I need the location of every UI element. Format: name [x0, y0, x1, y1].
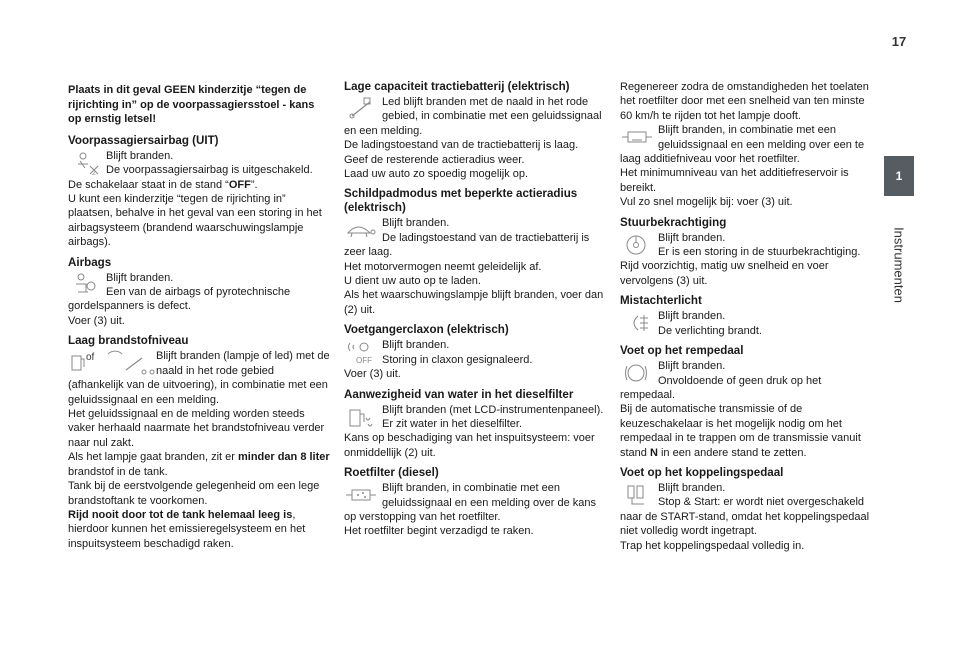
column-2 — [344, 80, 606, 545]
section-foglight: Mistachterlicht Blijft branden. De verlichting brandt. — [620, 294, 762, 337]
section-airbags: Airbags Blijft branden. Een van de airbags of pyrotechnische gordelspanners is defect. Voer (3) uit. — [68, 255, 291, 327]
water-in-fuel-icon — [344, 404, 382, 431]
section-clutch: Voet op het koppelingspedaal Blijft branden. Stop & Start: er wordt niet overgeschakeld naar de START-stand, omdat het koppelingspedaal niet volledig wordt ingetrapt. Trap het koppelingspedaal volledig in. — [620, 465, 870, 552]
airbag-icon — [68, 272, 106, 299]
svg-text:2: 2 — [92, 169, 96, 176]
section-regenerate: Regenereer zodra de omstandigheden het toelaten het roetfilter door met een snelheid van ten minste 60 km/h te rijden tot het lampje dooft. — [620, 81, 869, 122]
column-1 — [68, 80, 330, 557]
svg-text:of: of — [86, 352, 95, 364]
brake-pedal-icon — [620, 360, 658, 387]
rear-fog-light-icon — [620, 310, 658, 337]
additive-level-icon — [620, 124, 658, 151]
steering-wheel-icon — [620, 232, 658, 259]
turtle-icon — [344, 217, 382, 244]
section-steering: Stuurbekrachtiging Blijft branden. Er is een storing in de stuurbekrachtiging. Rijd voorzichtig, matig uw snelheid en voer vervolgens (3) uit. — [620, 215, 861, 287]
clutch-pedal-icon — [620, 482, 658, 509]
section-additive: Blijft branden, in combinatie met een geluidssignaal en een melding over een te laag additiefniveau voor het roetfilter. Het minimumniveau van het additiefreservoir is bereikt. Vul zo snel mogelijk bij: voer (3) uit. — [620, 124, 865, 209]
section-airbag-off: Voorpassagiersairbag (UIT) 2 Blijft branden. De voorpassagiersairbag is uitgeschakeld. De schakelaar staat in de stand “OFF”. U kunt een kinderzitje “tegen de rijrichting in” plaatsen, behalve in het geval van een storing in het airbagsysteem (brandend waarschuwingslampje airbags). — [68, 134, 330, 250]
section-particle-filter: Roetfilter (diesel) Blijft branden, in combinatie met een geluidssignaal en een melding over de kans op verstopping van het roetfilter. Het roetfilter begint verzadigd te raken. — [344, 466, 597, 538]
section-turtle: Schildpadmodus met beperkte actieradius (elektrisch) Blijft branden. De ladingstoestand van de tractiebatterij is zeer laag. Het motorvermogen neemt geleidelijk af. U dient uw auto op te laden. Als het waarschuwingslampje blijft branden, voer dan (2) uit. — [344, 187, 604, 316]
airbag-off-icon — [68, 150, 106, 177]
section-brake-pedal: Voet op het rempedaal Blijft branden. Onvoldoende of geen druk op het rempedaal. Bij de automatische transmissie of de keuzeschakelaar is het mogelijk nodig om het rempedaal in te trappen om de transmissie vanuit stand N in een andere stand te zetten. — [620, 344, 861, 459]
section-title: Voorpassagiersairbag (UIT) — [68, 133, 219, 147]
horn-off-icon — [344, 339, 382, 366]
page-number: 17 — [891, 34, 907, 49]
chapter-tab-number: 1 — [895, 169, 903, 183]
particle-filter-icon — [344, 482, 382, 509]
section-fuel: Laag brandstofniveau of Blijft branden (lampje of led) met de naald in het rode gebied (afhankelijk van de uitvoering), in combinatie met een geluidssignaal en een melding. Het geluidssignaal en de melding worden steeds vaker herhaald naarmate het brandstofniveau verder naar nul zakt. Als het lampje gaat branden, zit er minder dan 8 liter brandstof in de tank. Tank bij de eerstvolgende gelegenheid om een lege brandstoftank te voorkomen. Rijd nooit door tot de tank helemaal leeg is, hierdoor kunnen het emissieregelsysteem en het inspuitsysteem beschadigd raken. — [68, 334, 330, 550]
warning-text: Plaats in dit geval GEEN kinderzitje “tegen de rijrichting in” op de voorpassagiersstoel - kans op ernstig letsel! — [68, 84, 315, 126]
section-battery: Lage capaciteit tractiebatterij (elektrisch) Led blijft branden met de naald in het rode gebied, in combinatie met een geluidssignaal en een melding. De ladingstoestand van de tractiebatterij is laag. Geef de resterende actieradius weer. Laad uw auto zo spoedig mogelijk op. — [344, 80, 602, 181]
svg-text:OFF: OFF — [356, 356, 372, 366]
chapter-title: Instrumenten — [891, 227, 907, 303]
column-3 — [620, 80, 878, 559]
chapter-tab[interactable] — [884, 156, 914, 196]
section-water-filter: Aanwezigheid van water in het dieselfilter Blijft branden (met LCD-instrumentenpaneel). Er zit water in het dieselfilter. Kans op beschadiging van het inspuitsysteem: voer onmiddellijk (2) uit. — [344, 387, 604, 459]
fuel-pump-icon — [68, 350, 156, 378]
battery-plug-icon — [344, 96, 382, 123]
section-horn: Voetgangerclaxon (elektrisch) OFF Blijft branden. Storing in claxon gesignaleerd. Voer (3) uit. — [344, 323, 533, 381]
